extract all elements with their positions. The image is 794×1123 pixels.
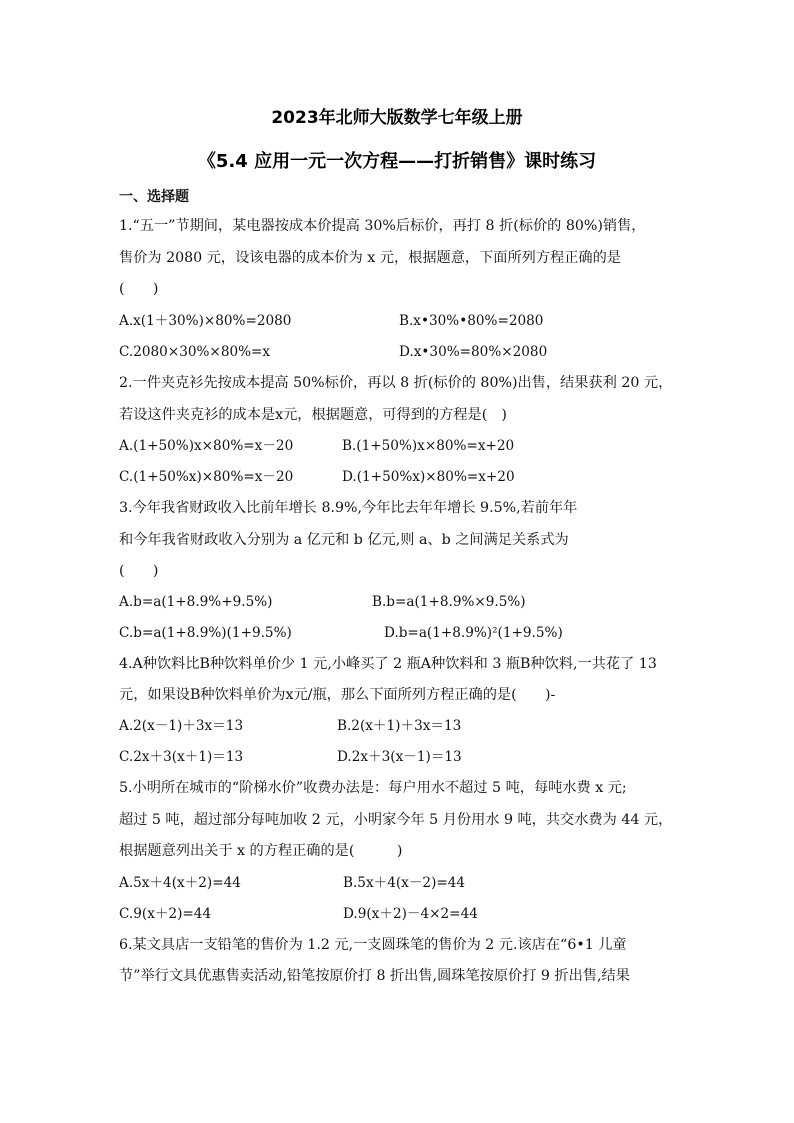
question-3-line-3: ( )	[119, 563, 159, 579]
question-5-line-2: 超过 5 吨，超过部分每吨加收 2 元，小明家今年 5 月份用水 9 吨，共交水费为 44 元，	[119, 812, 673, 828]
question-1-line-1: 1.“五一”节期间，某电器按成本价提高 30%后标价，再打 8 折(标价的 80%)销售，	[119, 218, 646, 234]
question-1-option-c: C.2080×30%×80%=x	[119, 344, 271, 360]
question-3-option-a: A.b=a(1+8.9%+9.5%)	[119, 594, 273, 610]
question-2-option-d: D.(1+50%x)×80%=x+20	[342, 469, 515, 485]
question-1-option-b: B.x•30%•80%=2080	[399, 313, 544, 329]
question-3-option-b: B.b=a(1+8.9%×9.5%)	[372, 594, 526, 610]
question-1-option-d: D.x•30%=80%×2080	[399, 344, 548, 360]
question-3-option-c: C.b=a(1+8.9%)(1+9.5%)	[119, 625, 292, 641]
question-5-line-1: 5.小明所在城市的“阶梯水价”收费办法是：每户用水不超过 5 吨，每吨水费 x 元;	[119, 780, 627, 796]
question-3-line-1: 3.今年我省财政收入比前年增长 8.9%,今年比去年年增长 9.5%,若前年年	[119, 500, 578, 516]
question-2-option-b: B.(1+50%)x×80%=x+20	[342, 438, 515, 454]
question-6-line-2: 节”举行文具优惠售卖活动,铅笔按原价打 8 折出售,圆珠笔按原价打 9 折出售,结果	[119, 968, 630, 984]
question-5-line-3: 根据题意列出关于 x 的方程正确的是( )	[119, 843, 403, 859]
question-2-line-1: 2.一件夹克衫先按成本提高 50%标价，再以 8 折(标价的 80%)出售，结果获利 20 元，	[119, 375, 673, 391]
question-6-line-1: 6.某文具店一支铅笔的售价为 1.2 元,一支圆珠笔的售价为 2 元.该店在“6•1 儿童	[119, 937, 627, 953]
question-4-line-1: 4.A种饮料比B种饮料单价少 1 元,小峰买了 2 瓶A种饮料和 3 瓶B种饮料,一共花了 13	[119, 656, 657, 672]
question-5-option-b: B.5x＋4(x－2)=44	[343, 875, 466, 891]
question-5-option-a: A.5x＋4(x＋2)=44	[119, 875, 241, 891]
question-2-line-2: 若设这件夹克衫的成本是x元，根据题意，可得到的方程是( )	[119, 407, 507, 423]
document-subtitle: 《5.4 应用一元一次方程——打折销售》课时练习	[197, 151, 597, 172]
question-1-option-a: A.x(1＋30%)×80%=2080	[119, 313, 292, 329]
question-2-option-a: A.(1+50%)x×80%=x－20	[119, 438, 294, 454]
question-4-option-b: B.2(x＋1)＋3x＝13	[337, 718, 462, 734]
question-1-line-2: 售价为 2080 元，设该电器的成本价为 x 元，根据题意，下面所列方程正确的是	[119, 250, 621, 266]
question-5-option-c: C.9(x＋2)=44	[119, 906, 212, 922]
question-5-option-d: D.9(x＋2)－4×2=44	[343, 906, 478, 922]
question-1-line-3: ( )	[119, 281, 159, 297]
question-2-option-c: C.(1+50%x)×80%=x－20	[119, 469, 294, 485]
document-title: 2023年北师大版数学七年级上册	[271, 108, 523, 128]
question-4-line-2: 元，如果设B种饮料单价为x元/瓶，那么下面所列方程正确的是( )-	[119, 687, 556, 703]
question-3-line-2: 和今年我省财政收入分别为 a 亿元和 b 亿元,则 a、b 之间满足关系式为	[119, 532, 569, 548]
section-heading: 一、选择题	[119, 189, 189, 205]
question-4-option-d: D.2x＋3(x－1)＝13	[337, 749, 462, 765]
question-4-option-a: A.2(x－1)＋3x＝13	[119, 718, 244, 734]
question-3-option-d: D.b=a(1+8.9%)²(1+9.5%)	[384, 625, 563, 641]
question-4-option-c: C.2x＋3(x＋1)＝13	[119, 749, 244, 765]
